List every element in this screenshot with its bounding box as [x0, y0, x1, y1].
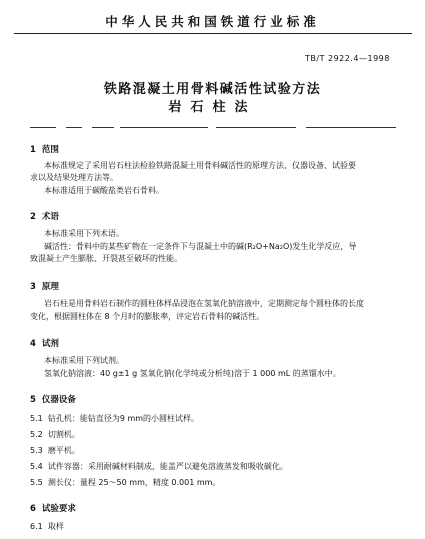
section-3-heading — [30, 280, 59, 292]
section-1-paragraph: 求以及结果处理方法等。 — [30, 173, 118, 182]
english-title-placeholder — [216, 127, 296, 128]
item-text: 取样 — [47, 522, 64, 531]
item-text: 钻孔机：能钻直径为9 mm的小圆柱试样。 — [47, 414, 200, 423]
section-title: 范围 — [41, 145, 59, 155]
section-title: 试验要求 — [41, 504, 76, 514]
standard-number: TB/T 2922.4—1998 — [305, 54, 390, 63]
item-text: 磨平机。 — [47, 446, 80, 455]
section-1-paragraph: 本标准规定了采用岩石柱法检验铁路混凝土用骨料碱活性的原理方法、仪器设备、试验要 — [44, 161, 356, 170]
section-number: 4 — [30, 339, 36, 349]
item-number: 6.1 — [30, 522, 43, 531]
item-number: 5.1 — [30, 414, 43, 423]
section-2-paragraph: 碱活性：骨料中的某些矿物在一定条件下与混凝土中的碱(R₂O+Na₂O)发生化学反应，导 — [44, 242, 357, 251]
header-rule — [14, 33, 412, 34]
list-item — [30, 413, 199, 424]
section-4-heading — [30, 337, 59, 349]
section-2-heading — [30, 210, 59, 222]
section-2-paragraph: 本标准采用下列术语。 — [44, 229, 124, 238]
item-number: 5.3 — [30, 446, 43, 455]
item-number: 5.2 — [30, 430, 43, 439]
list-item — [30, 461, 288, 472]
section-5-heading — [30, 393, 76, 405]
section-title: 术语 — [41, 212, 59, 222]
section-number: 3 — [30, 282, 36, 292]
list-item — [30, 429, 80, 440]
item-text: 测长仪：量程 25～50 mm，精度 0.001 mm。 — [47, 478, 221, 487]
section-2-paragraph: 致混凝土产生膨胀、开裂甚至破坏的性能。 — [30, 254, 182, 263]
english-title-placeholder — [30, 127, 56, 128]
item-number: 5.5 — [30, 478, 43, 487]
english-title-placeholder — [120, 127, 208, 128]
document-title-line-1: 铁路混凝土用骨料碱活性试验方法 — [103, 82, 322, 97]
list-item — [30, 445, 80, 456]
section-3-paragraph: 岩石柱是用骨料岩石制作的圆柱体样品浸泡在氢氧化钠溶液中，定期测定每个圆柱体的长度 — [44, 299, 364, 308]
english-title-placeholder — [306, 127, 396, 128]
list-item — [30, 521, 64, 532]
section-4-paragraph: 本标准采用下列试剂。 — [44, 356, 124, 365]
section-number: 1 — [30, 145, 36, 155]
section-title: 试剂 — [41, 339, 59, 349]
section-number: 5 — [30, 395, 36, 405]
document-title-line-2: 岩石柱法 — [168, 100, 257, 115]
english-title-placeholder — [92, 127, 114, 128]
section-6-heading — [30, 502, 76, 514]
section-1-paragraph: 本标准适用于碳酸盐类岩石骨料。 — [44, 186, 164, 195]
section-4-paragraph: 氢氧化钠溶液：40 g±1 g 氢氧化钠(化学纯或分析纯)溶于 1 000 mL 的蒸馏水中。 — [44, 369, 341, 378]
section-1-heading — [30, 143, 59, 155]
section-3-paragraph: 变化，根据圆柱体在 8 个月时的膨胀率，评定岩石骨料的碱活性。 — [30, 312, 265, 321]
english-title-placeholder — [66, 127, 82, 128]
section-number: 2 — [30, 212, 36, 222]
standard-header: 中华人民共和国铁道行业标准 — [105, 14, 320, 29]
item-text: 切割机。 — [47, 430, 80, 439]
item-number: 5.4 — [30, 462, 43, 471]
section-title: 原理 — [41, 282, 59, 292]
list-item — [30, 477, 220, 488]
section-number: 6 — [30, 504, 36, 514]
item-text: 试件容器：采用耐碱材料制成，能盖严以避免溶液蒸发和吸收碳化。 — [47, 462, 288, 471]
section-title: 仪器设备 — [41, 395, 76, 405]
